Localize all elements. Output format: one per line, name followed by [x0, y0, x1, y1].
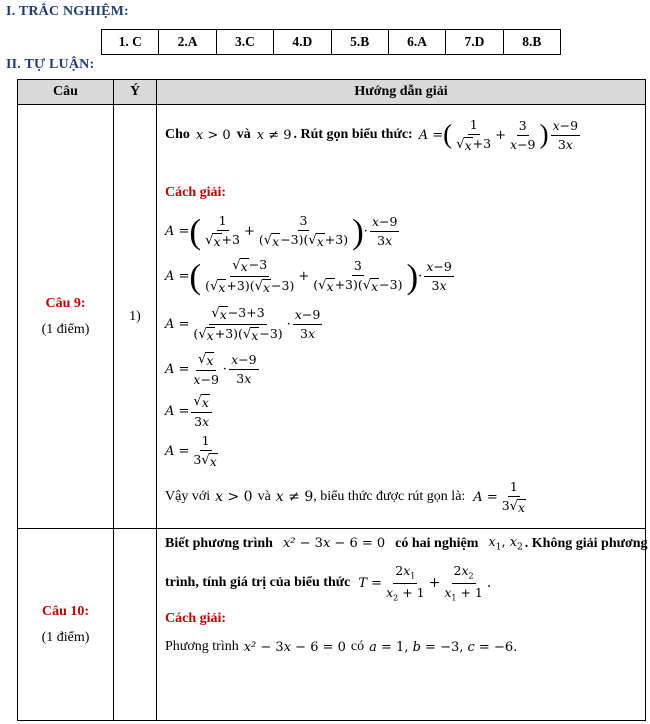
conclusion-text: và — [257, 489, 271, 505]
question-points: (1 điểm) — [41, 321, 90, 337]
conclusion-line: Vậy với x > 0 và x ≠ 9 , biểu thức được rút gọn là: A = 1 3 √ x — [165, 479, 526, 515]
prompt-text: và — [236, 127, 251, 143]
answer-key-table — [101, 29, 561, 55]
math-expression: ( — [443, 119, 453, 150]
answer-cell: 4.D — [274, 30, 331, 55]
math-expression: $\frac{3}{x-9}$ — [510, 118, 536, 152]
answer-cell: 7.D — [446, 30, 503, 55]
table-header-row — [18, 80, 646, 105]
math-expression: 1 √ x +3 — [456, 117, 492, 153]
question-cell — [18, 529, 114, 721]
answer-cell: 2.A — [159, 30, 216, 55]
conclusion-text: , biểu thức được rút gọn là: — [313, 489, 466, 505]
conclusion-text: Vậy với — [165, 489, 211, 505]
solution-step: A = √ x x−9 · $\frac{x-9}{3x}$ — [165, 352, 257, 387]
question-number: Câu 10: — [41, 603, 90, 619]
prompt-text: Biết phương trình — [165, 535, 273, 551]
answer-cell: 8.B — [503, 30, 560, 55]
math-expression: A = — [418, 127, 444, 143]
question-number: Câu 9: — [45, 295, 86, 311]
solution-step: A = √ x 3x — [165, 393, 214, 429]
solution-table — [17, 79, 646, 721]
prompt-text: trình, tính giá trị của biểu thức — [165, 575, 351, 590]
question-cell — [18, 105, 114, 529]
problem-statement: trình, tính giá trị của biểu thức T = $\frac{2x_1}{x_2 + 1}$ + $\frac{2x_2}{x_1 + 1}$ . — [165, 563, 492, 602]
problem-statement: Biết phương trình x² − 3x − 6 = 0 có hai nghiệm $x_1$, $x_2$ . Không giải phương — [165, 535, 648, 553]
method-label: Cách giải: — [165, 611, 227, 626]
table-row-question-9 — [18, 105, 646, 529]
header-guide: Hướng dẫn giải — [157, 80, 646, 105]
math-expression: $\frac{x-9}{3x}$ — [552, 118, 579, 152]
part-cell — [114, 529, 157, 721]
solution-guide-cell — [157, 105, 646, 529]
math-expression: x > 0 — [195, 127, 231, 143]
math-expression: ) — [539, 119, 549, 150]
answer-cell: 6.A — [388, 30, 445, 55]
header-question: Câu — [18, 80, 114, 105]
section-title-multiple-choice: I. TRẮC NGHIỆM: — [6, 4, 129, 19]
prompt-text: Cho — [165, 127, 190, 143]
solution-guide-cell — [157, 529, 646, 721]
solution-step: A = √ x −3+3 ( √ x +3)( √ x −3) · $\frac{x-9}{3x}$ — [165, 305, 321, 343]
math-expression: x ≠ 9 — [256, 127, 292, 143]
header-part: Ý — [114, 80, 157, 105]
math-expression: + — [495, 127, 506, 143]
answer-cell: 5.B — [331, 30, 388, 55]
prompt-text: . Rút gọn biểu thức: — [293, 127, 413, 143]
method-label: Cách giải: — [165, 185, 227, 200]
solution-step: A = ( √ x −3 ( √ x +3)( √ x −3) + 3 ( √ x +3)( √ x −3) ) · $\frac{x-9}{3x}$ — [165, 256, 452, 296]
prompt-text: . Không giải phương — [524, 535, 648, 551]
question-points: (1 điểm) — [41, 629, 90, 645]
solution-text: có — [350, 639, 365, 654]
section-title-essay: II. TỰ LUẬN: — [6, 57, 95, 72]
table-row-question-10 — [18, 529, 646, 721]
solution-text: Phương trình — [165, 639, 239, 654]
prompt-text: có hai nghiệm — [395, 535, 479, 551]
problem-statement — [165, 117, 582, 153]
solution-step: A = 1 3 √ x — [165, 433, 217, 469]
solution-step: A = ( 1 √ x +3 + 3 ( √ x −3)( √ x +3) ) · $\frac{x-9}{3x}$ — [165, 211, 398, 251]
solution-step: Phương trình x² − 3x − 6 = 0 có a = 1, b = −3, c = −6. — [165, 639, 518, 655]
answer-cell: 1. C — [102, 30, 159, 55]
part-cell: 1) — [114, 105, 157, 529]
answer-cell: 3.C — [216, 30, 273, 55]
